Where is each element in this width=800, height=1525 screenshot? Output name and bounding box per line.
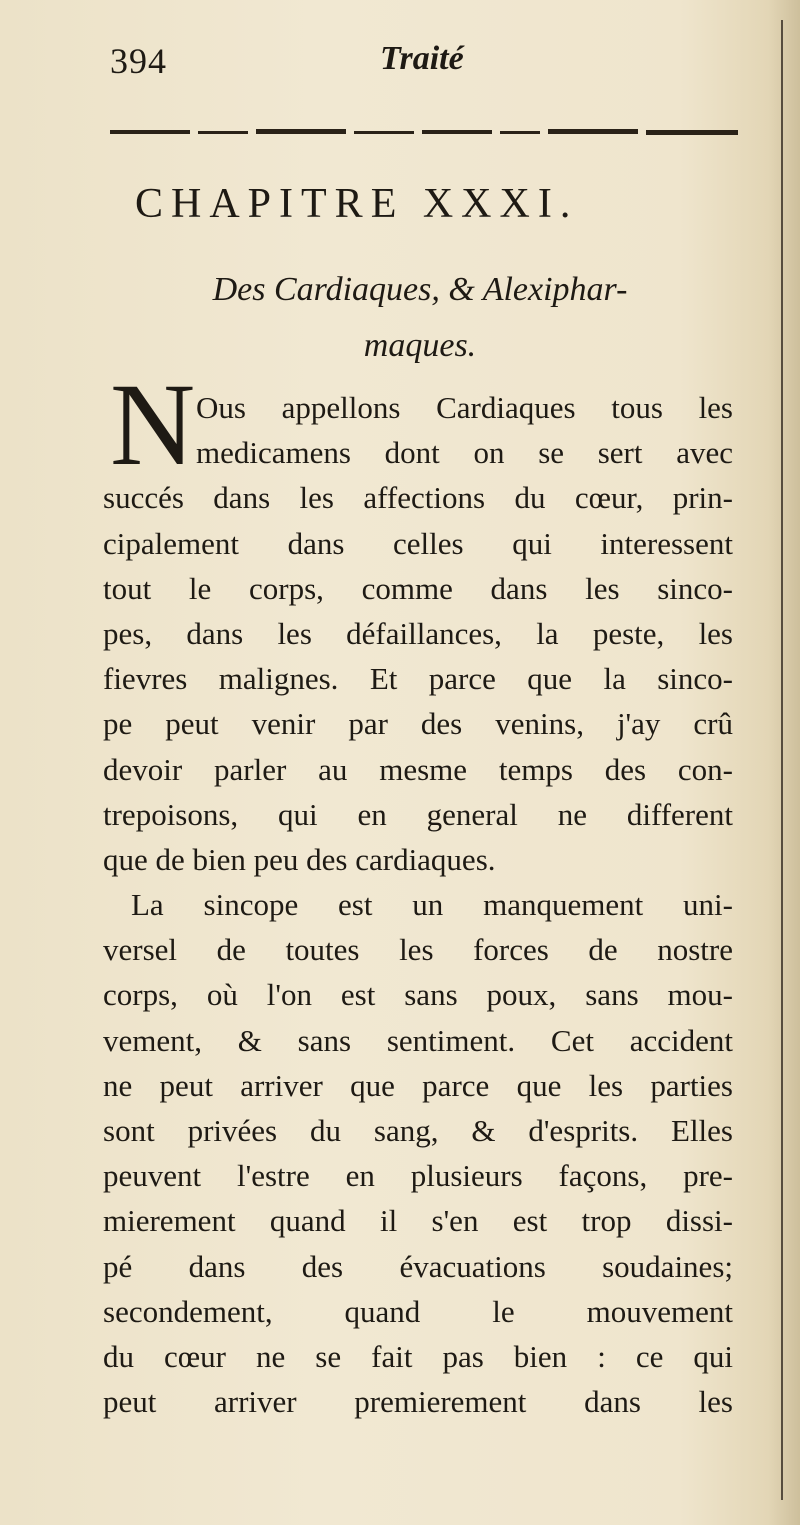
text-line: medicamens dont on se sert avec — [196, 435, 733, 471]
text-line: pe peut venir par des venins, j'ay crû — [103, 706, 733, 742]
chapter-subtitle-line: maques. — [363, 327, 477, 364]
text-line: peut arriver premierement dans les — [103, 1384, 733, 1420]
text-line: La sincope est un manquement uni- — [131, 887, 733, 923]
text-line: devoir parler au mesme temps des con- — [103, 751, 733, 787]
text-line: corps, où l'on est sans poux, sans mou- — [103, 977, 733, 1013]
text-line: trepoisons, qui en general ne different — [103, 796, 733, 832]
page-edge-shadow — [781, 20, 783, 1500]
text-line: pes, dans les défaillances, la peste, les — [103, 615, 733, 651]
chapter-subtitle-line: Des Cardiaques, & Alexiphar- — [212, 271, 628, 308]
text-line: tout le corps, comme dans les sinco- — [103, 570, 733, 606]
running-title: Traité — [380, 40, 464, 77]
chapter-subtitle — [110, 262, 730, 374]
text-line: cipalement dans celles qui interessent — [103, 525, 733, 561]
text-line: secondement, quand le mouvement — [103, 1293, 733, 1329]
body-text — [103, 385, 733, 1424]
text-line: fievres malignes. Et parce que la sinco- — [103, 661, 733, 697]
chapter-heading: CHAPITRE XXXI. — [135, 181, 579, 227]
page-header — [110, 40, 750, 90]
text-line: du cœur ne se fait pas bien : ce qui — [103, 1338, 733, 1374]
text-line: Ous appellons Cardiaques tous les — [196, 390, 733, 425]
text-line: pé dans des évacuations soudaines; — [103, 1248, 733, 1284]
text-line: sont privées du sang, & d'esprits. Elles — [103, 1113, 733, 1148]
text-line: que de bien peu des cardiaques. — [103, 841, 496, 877]
page-number: 394 — [110, 41, 167, 81]
text-line: succés dans les affections du cœur, prin- — [103, 480, 733, 516]
text-line: vement, & sans sentiment. Cet accident — [103, 1022, 733, 1058]
text-line: versel de toutes les forces de nostre — [103, 932, 733, 968]
text-line: ne peut arriver que parce que les parties — [103, 1067, 733, 1103]
ornamental-rule — [110, 128, 738, 136]
text-line: peuvent l'estre en plusieurs façons, pre- — [103, 1158, 733, 1194]
text-line: mierement quand il s'en est trop dissi- — [103, 1203, 733, 1239]
drop-cap: N — [110, 359, 196, 490]
